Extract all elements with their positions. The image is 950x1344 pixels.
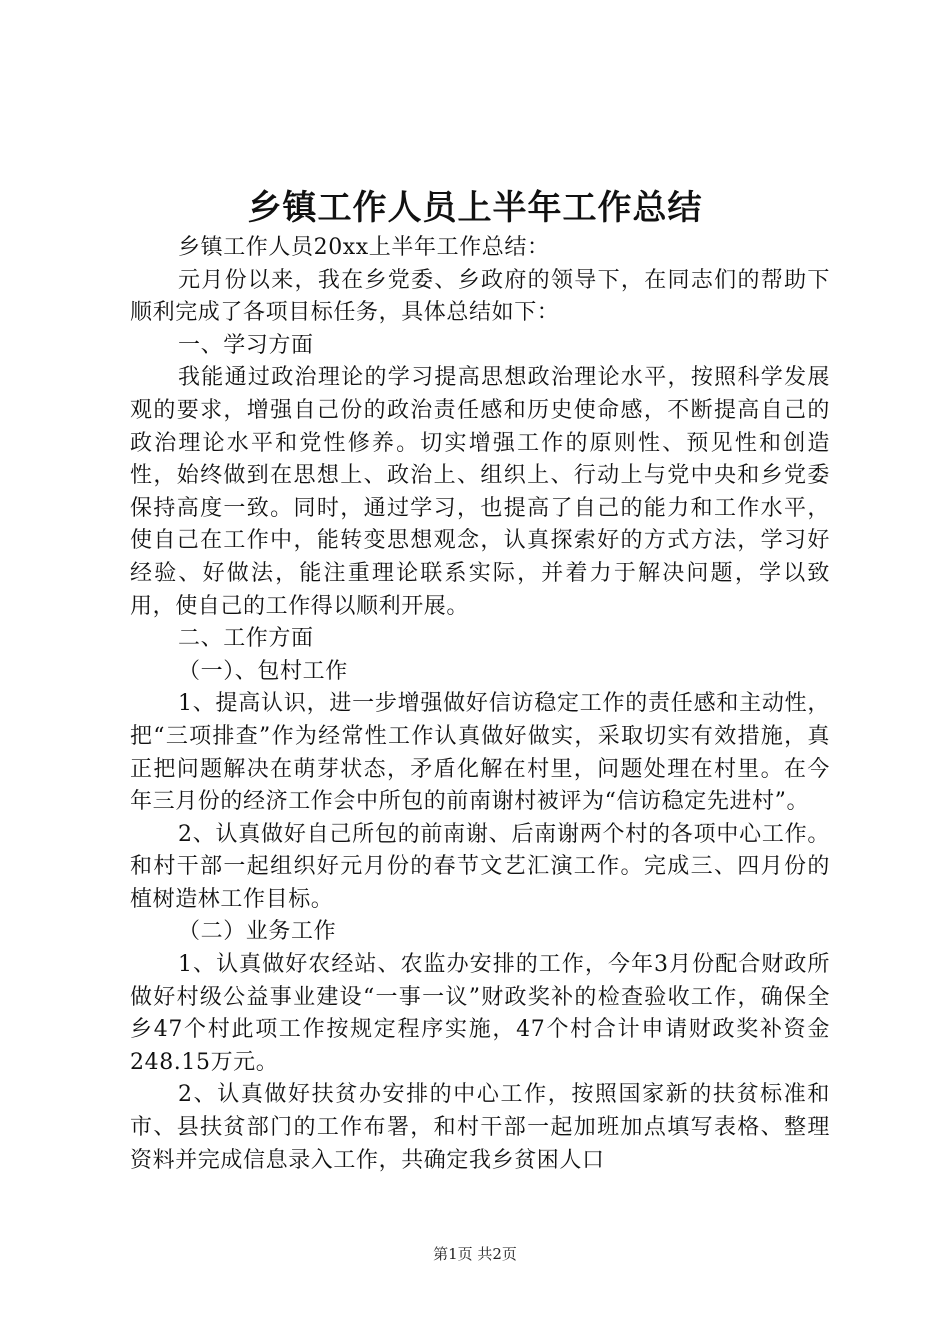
document-body: [130, 232, 830, 1177]
document-title: 乡镇工作人员上半年工作总结: [247, 188, 703, 228]
section-heading-study: 一、学习方面: [178, 332, 314, 358]
page-footer: 第1页 共2页: [433, 1245, 517, 1263]
subsection-heading-village: （一）、包村工作: [178, 658, 348, 684]
paragraph-opening: 元月份以来，我在乡党委、乡政府的领导下，在同志们的帮助下顺利完成了各项目标任务，具体总结如下：: [130, 267, 830, 326]
paragraph-study: 我能通过政治理论的学习提高思想政治理论水平，按照科学发展观的要求，增强自己份的政治责任感和历史使命感，不断提高自己的政治理论水平和党性修养。切实增强工作的原则性、预见性和创造性，始终做到在思想上、政治上、组织上、行动上与党中央和乡党委保持高度一致。同时，通过学习，也提高了自己的能力和工作水平，使自己在工作中，能转变思想观念，认真探索好的方式方法，学习好经验、好做法，能注重理论联系实际，并着力于解决问题，学以致用，使自己的工作得以顺利开展。: [130, 365, 830, 619]
subsection-heading-business: （二）业务工作: [178, 919, 337, 945]
section-heading-work: 二、工作方面: [178, 626, 314, 652]
paragraph-business-1: 1、认真做好农经站、农监办安排的工作，今年3月份配合财政所做好村级公益事业建设“一事一议”财政奖补的检查验收工作，确保全乡47个村此项工作按规定程序实施，47个村合计申请财政奖补资金248.15万元。: [130, 952, 830, 1075]
paragraph-business-2: 2、认真做好扶贫办安排的中心工作，按照国家新的扶贫标准和市、县扶贫部门的工作布署，和村干部一起加班加点填写表格、整理资料并完成信息录入工作，共确定我乡贫困人口: [130, 1082, 830, 1173]
paragraph-intro: 乡镇工作人员20xx上半年工作总结：: [178, 235, 550, 260]
paragraph-village-2: 2、认真做好自己所包的前南谢、后南谢两个村的各项中心工作。和村干部一起组织好元月份的春节文艺汇演工作。完成三、四月份的植树造林工作目标。: [130, 821, 830, 912]
paragraph-village-1: 1、提高认识，进一步增强做好信访稳定工作的责任感和主动性，把“三项排查”作为经常性工作认真做好做实，采取切实有效措施，真正把问题解决在萌芽状态，矛盾化解在村里，问题处理在村里。在今年三月份的经济工作会中所包的前南谢村被评为“信访稳定先进村”。: [130, 691, 830, 815]
